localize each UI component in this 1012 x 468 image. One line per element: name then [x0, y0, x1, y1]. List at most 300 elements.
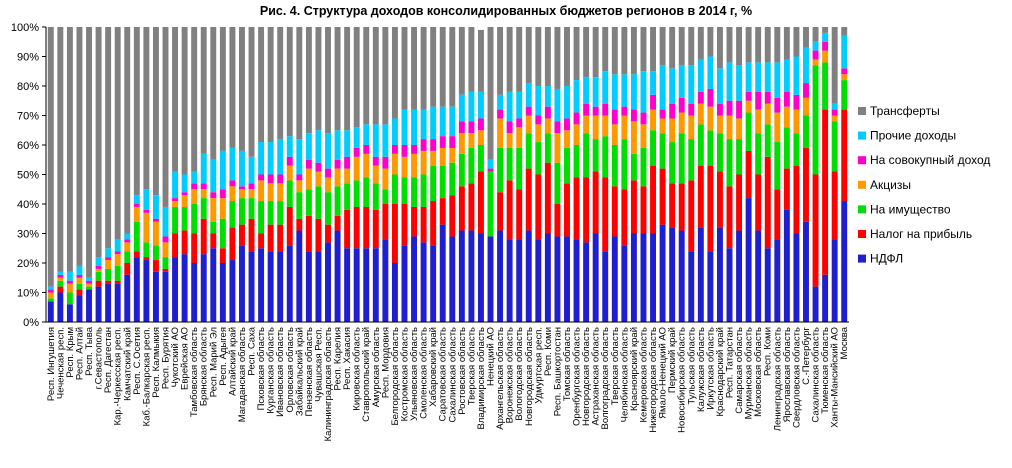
legend-swatch [858, 230, 866, 238]
bar-segment [105, 281, 111, 284]
bar-segment [96, 269, 102, 272]
bar-segment [201, 219, 207, 254]
x-tick-label: Новосибирская область [676, 327, 688, 433]
bar-segment [478, 130, 484, 145]
bar-segment [67, 304, 73, 322]
bar-segment [239, 245, 245, 322]
bar-segment [545, 163, 551, 234]
bar-segment [105, 284, 111, 322]
bar-segment [698, 27, 704, 59]
bar-segment [201, 154, 207, 184]
bar-segment [239, 189, 245, 198]
bar-segment [688, 27, 694, 65]
bar-segment [602, 251, 608, 322]
bar-segment [67, 293, 73, 305]
bar-segment [564, 27, 570, 86]
bar-segment [182, 254, 188, 322]
x-tick-label: Нижегородская область [648, 327, 660, 433]
bar-segment [803, 83, 809, 98]
bar-segment [76, 284, 82, 290]
x-tick-label: Каб.-Балкарская респ. [141, 327, 153, 427]
x-tick-label: Забайкальский край [294, 327, 306, 417]
bar-segment [315, 27, 321, 130]
bar-segment [268, 225, 274, 252]
bar-segment [497, 148, 503, 192]
bar-segment [631, 121, 637, 153]
bar-segment [688, 180, 694, 251]
bar-segment [755, 27, 761, 62]
bar-segment [468, 148, 474, 183]
bar-segment [306, 133, 312, 160]
bar-segment [277, 251, 283, 322]
bar-segment [507, 148, 513, 180]
x-tick-label: Челябинская область [619, 327, 631, 423]
x-tick-label: Чеченская респ. [55, 327, 67, 400]
bar-segment [258, 142, 264, 174]
bar-segment [239, 27, 245, 151]
x-tick-label: Кировская область [351, 327, 363, 411]
bar-segment [287, 207, 293, 245]
x-tick-label: Тверская область [609, 327, 621, 406]
bar-segment [191, 234, 197, 264]
y-tick-label: 60% [16, 140, 39, 152]
bar-segment [707, 27, 713, 57]
bar-segment [172, 234, 178, 258]
bar-segment [363, 27, 369, 124]
bar-segment [765, 157, 771, 248]
bar-segment [76, 290, 82, 296]
bar-segment [344, 169, 350, 184]
bar-segment [440, 198, 446, 225]
bar-segment [459, 95, 465, 122]
bar-segment [650, 234, 656, 323]
bar-segment [574, 27, 580, 80]
bar-segment [660, 110, 666, 119]
bar-segment [755, 133, 761, 174]
bar-segment [516, 118, 522, 127]
legend-label: Налог на прибыль [870, 227, 973, 241]
bar-segment [182, 207, 188, 231]
y-tick-label: 10% [16, 287, 39, 300]
bar-segment [545, 234, 551, 323]
bar-segment [755, 175, 761, 231]
bar-segment [96, 272, 102, 281]
bar-segment [430, 166, 436, 201]
bar-segment [679, 231, 685, 322]
bar-segment [459, 133, 465, 154]
bar-segment [335, 231, 341, 322]
bar-segment [277, 201, 283, 225]
bar-segment [296, 27, 302, 139]
bar-segment [382, 204, 388, 239]
bar-segment [210, 222, 216, 234]
bar-segment [449, 195, 455, 236]
bar-segment [354, 127, 360, 148]
bar-segment [48, 298, 54, 301]
bar-segment [239, 186, 245, 189]
bar-segment [57, 287, 63, 293]
bar-segment [249, 27, 255, 157]
bar-segment [459, 231, 465, 322]
bar-segment [488, 27, 494, 160]
bar-segment [182, 175, 188, 193]
bar-segment [163, 257, 169, 269]
x-tick-label: Тверская область [466, 327, 478, 406]
bar-segment [583, 104, 589, 116]
bar-segment [440, 148, 446, 166]
bar-segment [832, 239, 838, 322]
bar-segment [440, 27, 446, 107]
bar-segment [392, 175, 398, 205]
bar-segment [688, 116, 694, 140]
legend-swatch [858, 205, 866, 213]
bar-segment [124, 251, 130, 263]
bar-segment [832, 121, 838, 171]
bar-segment [822, 33, 828, 42]
bar-segment [430, 151, 436, 166]
bar-segment [803, 48, 809, 83]
bar-segment [373, 124, 379, 156]
bar-segment [459, 121, 465, 133]
bar-segment [172, 198, 178, 201]
bar-segment [392, 118, 398, 145]
bar-segment [287, 136, 293, 157]
bar-segment [96, 281, 102, 287]
bar-segment [545, 118, 551, 133]
bar-segment [220, 27, 226, 151]
bar-segment [813, 287, 819, 322]
bar-segment [325, 27, 331, 133]
bar-segment [373, 183, 379, 210]
bar-segment [841, 27, 847, 36]
bar-segment [679, 113, 685, 134]
bar-segment [172, 172, 178, 199]
bar-segment [143, 257, 149, 260]
x-tick-label: Респ. Крым [64, 327, 76, 378]
bar-segment [249, 219, 255, 251]
bar-segment [296, 192, 302, 219]
bar-segment [86, 284, 92, 287]
bar-segment [583, 77, 589, 104]
bar-segment [182, 27, 188, 175]
bar-segment [201, 254, 207, 322]
y-tick-label: 30% [16, 228, 39, 241]
bar-segment [411, 110, 417, 145]
bar-segment [258, 175, 264, 181]
bar-segment [402, 157, 408, 178]
bar-segment [717, 116, 723, 134]
bar-segment [593, 139, 599, 171]
bar-segment [813, 27, 819, 42]
x-tick-label: Респ. Ингушетия [45, 327, 57, 402]
bar-segment [621, 107, 627, 116]
bar-segment [124, 263, 130, 275]
x-tick-label: Ставропольский край [361, 327, 373, 422]
bar-segment [669, 142, 675, 183]
bar-segment [841, 110, 847, 201]
bar-segment [411, 27, 417, 110]
bar-segment [306, 27, 312, 133]
bar-segment [124, 242, 130, 251]
bar-segment [449, 148, 455, 163]
y-tick-label: 50% [16, 169, 39, 182]
bar-segment [124, 239, 130, 242]
bar-segment [679, 27, 685, 65]
bar-segment [832, 27, 838, 104]
bar-segment [793, 57, 799, 95]
bar-segment [822, 62, 828, 109]
bar-segment [430, 107, 436, 139]
bar-segment [784, 27, 790, 59]
bar-segment [86, 290, 92, 322]
bar-segment [583, 177, 589, 242]
bar-segment [803, 222, 809, 322]
bar-segment [172, 201, 178, 207]
bar-segment [306, 251, 312, 322]
bar-segment [488, 236, 494, 322]
bar-segment [583, 27, 589, 77]
bar-segment [631, 110, 637, 122]
bar-segment [277, 139, 283, 174]
bar-segment [612, 236, 618, 322]
bar-segment [229, 186, 235, 201]
x-tick-label: Иркутская область [705, 327, 717, 410]
bar-segment [373, 248, 379, 322]
bar-segment [182, 192, 188, 195]
x-tick-label: Респ. Дагестан [103, 327, 115, 394]
x-tick-label: Красноярский край [628, 327, 640, 411]
legend-label: Акцизы [870, 177, 911, 192]
x-tick-label: Респ. Башкортостан [552, 327, 564, 417]
bar-segment [287, 27, 293, 136]
x-tick-label: Респ. Адыгея [217, 327, 229, 386]
bar-segment [631, 74, 637, 109]
bar-segment [535, 27, 541, 86]
bar-segment [115, 27, 121, 239]
x-tick-label: Еврейская АО [179, 327, 191, 390]
bar-segment [373, 157, 379, 166]
bar-segment [574, 124, 580, 145]
bar-segment [67, 284, 73, 293]
bar-segment [641, 234, 647, 323]
bar-segment [268, 142, 274, 174]
x-tick-label: Респ. Коми [542, 327, 554, 377]
x-tick-label: Респ. Алтай [74, 327, 86, 381]
bar-segment [363, 248, 369, 322]
bar-segment [296, 175, 302, 181]
bar-segment [793, 133, 799, 165]
x-tick-label: Свердловская область [791, 327, 803, 428]
bar-segment [468, 27, 474, 92]
bar-segment [57, 275, 63, 278]
bar-segment [277, 183, 283, 201]
bar-segment [727, 248, 733, 322]
bar-segment [86, 281, 92, 284]
bar-segment [707, 130, 713, 165]
bar-segment [841, 201, 847, 322]
bar-segment [688, 139, 694, 180]
x-tick-label: Ямало-Ненецкий АО [657, 327, 669, 419]
bar-segment [602, 136, 608, 177]
bar-segment [421, 207, 427, 242]
bar-segment [621, 245, 627, 322]
bar-segment [516, 239, 522, 322]
bar-segment [746, 151, 752, 198]
bars-group [48, 27, 847, 322]
bar-segment [841, 36, 847, 68]
bar-segment [306, 189, 312, 216]
bar-segment [67, 281, 73, 284]
bar-segment [746, 92, 752, 101]
x-tick-label: Псковская область [256, 327, 268, 411]
bar-segment [153, 195, 159, 219]
x-tick-label: Пермский край [667, 327, 679, 394]
bar-segment [402, 110, 408, 145]
bar-segment [765, 124, 771, 156]
bar-segment [277, 225, 283, 252]
bar-segment [736, 231, 742, 322]
bar-segment [143, 210, 149, 213]
y-tick-label: 100% [10, 22, 39, 34]
bar-segment [545, 27, 551, 86]
bar-segment [574, 113, 580, 125]
bar-segment [229, 201, 235, 228]
bar-segment [507, 239, 513, 322]
x-tick-label: Респ. Мордовия [380, 327, 392, 399]
x-tick-label: Смоленская область [418, 327, 430, 419]
bar-segment [201, 198, 207, 219]
bar-segment [488, 169, 494, 172]
bar-segment [574, 80, 580, 112]
bar-segment [354, 157, 360, 181]
x-tick-label: Амурская область [370, 327, 382, 408]
x-tick-label: Саратовская область [437, 327, 449, 422]
bar-segment [363, 207, 369, 248]
bar-segment [822, 275, 828, 322]
bar-segment [554, 121, 560, 133]
bar-segment [143, 242, 149, 257]
bar-segment [736, 101, 742, 119]
bar-segment [774, 142, 780, 189]
bar-segment [784, 107, 790, 128]
bar-segment [201, 189, 207, 198]
bar-segment [325, 133, 331, 168]
x-tick-label: Ярославская область [781, 327, 793, 423]
bar-segment [516, 189, 522, 239]
bar-segment [707, 57, 713, 89]
bar-segment [392, 263, 398, 322]
bar-segment [602, 177, 608, 251]
bar-segment [793, 166, 799, 234]
bar-segment [105, 27, 111, 248]
bar-segment [268, 27, 274, 142]
bar-segment [459, 27, 465, 95]
x-tick-label: Московская область [753, 327, 765, 417]
bar-segment [774, 239, 780, 322]
bar-segment [478, 145, 484, 172]
bar-segment [612, 27, 618, 74]
bar-segment [210, 234, 216, 249]
legend-label: На имущество [870, 202, 951, 217]
bar-segment [315, 186, 321, 218]
bar-segment [488, 160, 494, 169]
x-tick-label: Респ. Тыва [84, 327, 96, 376]
bar-segment [688, 65, 694, 103]
bar-segment [382, 157, 388, 169]
legend-label: НДФЛ [870, 251, 904, 266]
bar-segment [57, 293, 63, 323]
bar-segment [516, 27, 522, 92]
bar-segment [468, 133, 474, 148]
bar-segment [478, 30, 484, 92]
bar-segment [707, 89, 713, 107]
bar-segment [736, 65, 742, 100]
bar-segment [822, 110, 828, 275]
bar-segment [468, 92, 474, 122]
bar-segment [803, 148, 809, 222]
bar-segment [564, 236, 570, 322]
bar-segment [48, 287, 54, 290]
bar-segment [650, 95, 656, 110]
bar-segment [822, 27, 828, 33]
bar-segment [698, 166, 704, 228]
x-tick-label: Чукотский АО [170, 327, 182, 388]
x-tick-label: Ивановская область [275, 327, 287, 417]
bar-segment [669, 68, 675, 103]
bar-segment [48, 301, 54, 322]
bar-segment [679, 133, 685, 183]
bar-segment [402, 145, 408, 157]
bar-segment [784, 169, 790, 210]
bar-segment [784, 92, 790, 107]
bar-segment [249, 183, 255, 189]
bar-segment [554, 204, 560, 236]
bar-segment [115, 284, 121, 322]
bar-segment [115, 254, 121, 266]
x-tick-label: Удмуртская респ. [533, 327, 545, 404]
bar-segment [669, 183, 675, 227]
bar-segment [717, 68, 723, 103]
x-tick-label: Камчатский край [122, 327, 134, 401]
x-tick-label: Курганская область [265, 327, 277, 414]
x-tick-label: Магаданская область [236, 327, 248, 423]
bar-segment [669, 27, 675, 68]
bar-segment [163, 272, 169, 322]
bar-segment [449, 236, 455, 322]
bar-segment [258, 201, 264, 233]
x-tick-label: Респ. Татарстан [724, 327, 736, 399]
bar-segment [535, 116, 541, 125]
bar-segment [507, 121, 513, 133]
bar-segment [134, 251, 140, 257]
bar-segment [411, 236, 417, 322]
bar-segment [621, 189, 627, 245]
bar-segment [564, 183, 570, 236]
bar-segment [421, 139, 427, 151]
bar-segment [96, 266, 102, 269]
bar-segment [765, 248, 771, 322]
bar-segment [631, 154, 637, 181]
bar-segment [832, 172, 838, 240]
bar-segment [755, 62, 761, 92]
bar-segment [67, 272, 73, 281]
bar-segment [813, 65, 819, 174]
bar-segment [593, 77, 599, 107]
bar-segment [755, 92, 761, 110]
bar-segment [564, 86, 570, 118]
bar-segment [449, 136, 455, 148]
bar-segment [315, 172, 321, 187]
